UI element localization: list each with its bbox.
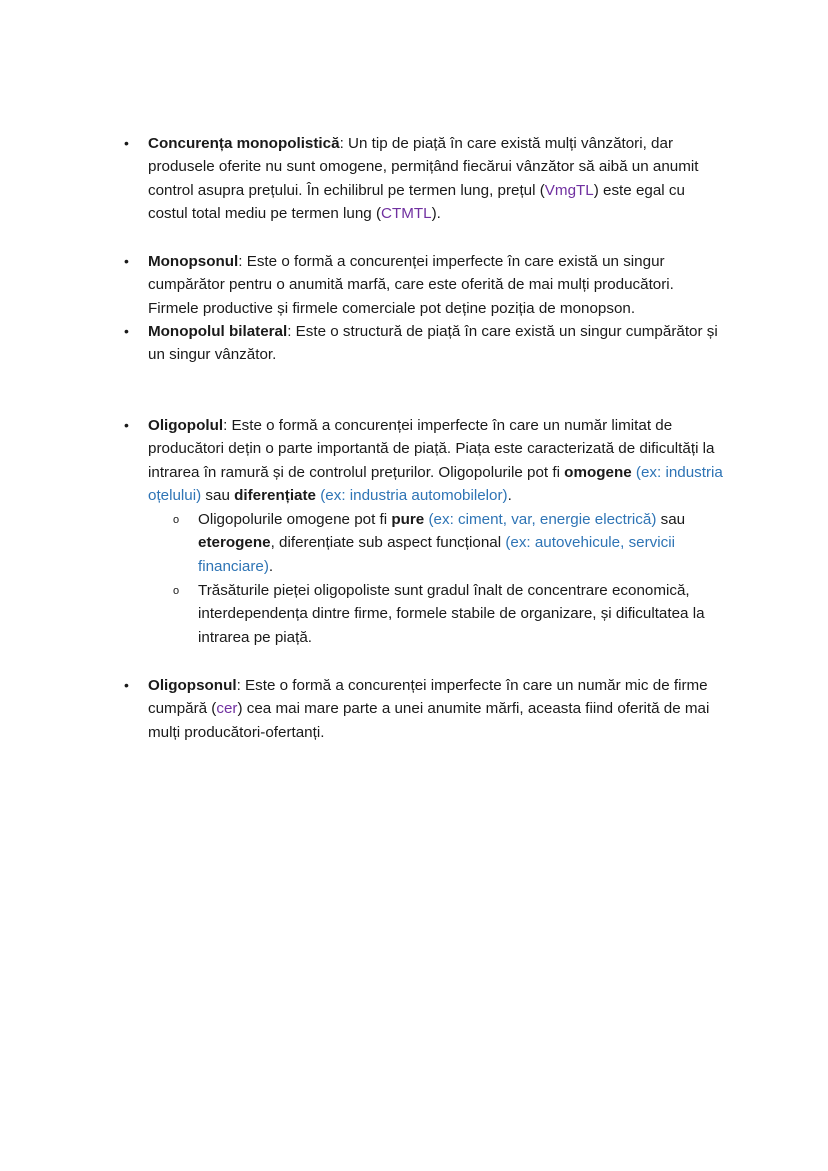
- example: (ex: industria automobilelor): [316, 486, 508, 504]
- bullet-icon: •: [124, 323, 129, 339]
- sub-item-oligopoluri-omogene: o Oligopolurile omogene pot fi pure (ex: ciment, var, energie electrică) sau eterogene, diferențiate sub aspect funcțional (ex: autovehicule, servicii financiare).: [173, 511, 686, 575]
- abbreviation: CTMTL: [381, 204, 432, 222]
- abbreviation: VmgTL: [544, 181, 594, 199]
- abbreviation: cer: [216, 700, 238, 718]
- term: Concurența monopolistică: [148, 135, 340, 152]
- circle-bullet-icon: o: [173, 585, 180, 597]
- term: Monopsonul: [148, 253, 239, 270]
- list-item-oligopsonul: • Oligopsonul: Este o formă a concurenței imperfecte în care un număr mic de firme cumpără (cer) cea mai mare parte a unei anumite mărfi, aceasta fiind oferită de mai mulți producători-ofertanți.: [148, 674, 728, 744]
- example: (ex: ciment, var, energie electrică): [424, 511, 657, 528]
- term: Oligopsonul: [148, 677, 237, 694]
- bullet-icon: •: [124, 135, 129, 151]
- list-item-oligopolul: • Oligopolul: Este o formă a concurenței imperfecte în care un număr limitat de producători dețin o parte importantă de piață. Piața este caracterizată de dificultăți la intrarea în ramură și de controlul prețurilor. Oligopolurile pot fi omogene (ex: industria oțelului) sau diferențiate (ex: industria automobilelor).: [148, 414, 728, 507]
- term: Oligopolul: [148, 417, 224, 434]
- bullet-icon: •: [124, 417, 129, 433]
- term: Monopolul bilateral: [148, 323, 288, 340]
- list-item-monopsonul: • Monopsonul: Este o formă a concurenței imperfecte în care există un singur cumpărător pentru o anumită marfă, care este oferită de mai mulți producători. Firmele productive și firmele comerciale pot deține poziția de monopson.: [148, 250, 728, 320]
- list-item-concurenta-monopolistica: • Concurența monopolistică: Un tip de piață în care există mulți vânzători, dar produsele oferite nu sunt omogene, permițând fiecărui vânzător să aibă un anumit control asupra prețului. În echilibrul pe termen lung, prețul (VmgTL) este egal cu costul total mediu pe termen lung (CTMTL).: [148, 132, 728, 225]
- bullet-icon: •: [124, 677, 129, 693]
- example: (ex: industria oțelului): [148, 463, 723, 504]
- example: (ex: autovehicule, servicii financiare): [198, 534, 675, 575]
- circle-bullet-icon: o: [173, 514, 180, 526]
- list-item-monopolul-bilateral: • Monopolul bilateral: Este o structură de piață în care există un singur cumpărător și un singur vânzător.: [148, 320, 728, 367]
- sub-item-trasaturi: o Trăsăturile pieței oligopoliste sunt gradul înalt de concentrare economică, interdependența dintre firme, formele stabile de organizare, și dificultatea la intrarea pe piață.: [173, 582, 705, 646]
- bullet-icon: •: [124, 253, 129, 269]
